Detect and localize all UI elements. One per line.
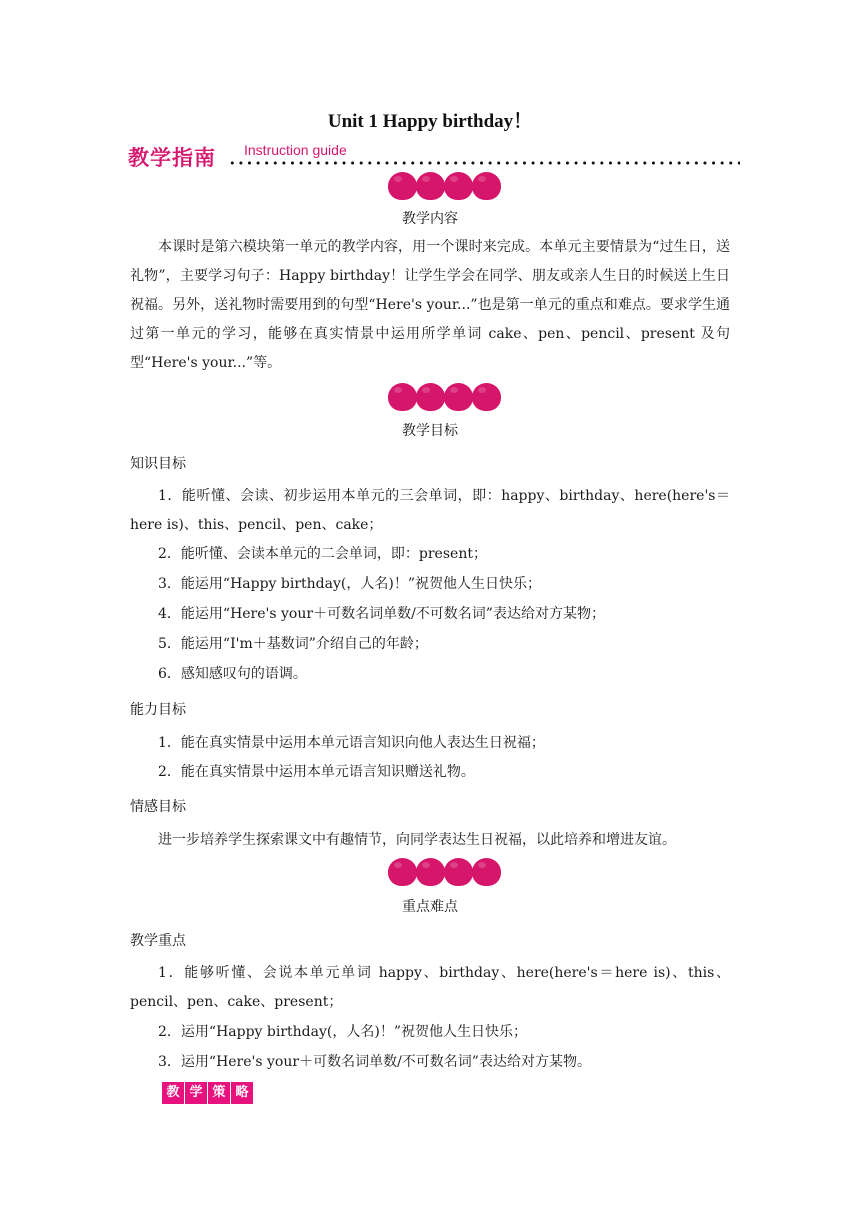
heart-icon bbox=[388, 383, 417, 411]
strategy-char: 学 bbox=[185, 1082, 207, 1104]
heart-icon bbox=[472, 383, 501, 411]
hearts-ornament bbox=[388, 172, 500, 200]
subhead-emotion: 情感目标 bbox=[130, 799, 186, 815]
heart-icon bbox=[388, 172, 417, 200]
list-item: 5．能运用“I'm＋基数词”介绍自己的年龄； bbox=[158, 636, 428, 652]
heart-icon bbox=[472, 172, 501, 200]
subhead-ability: 能力目标 bbox=[130, 702, 186, 718]
list-item: 3．运用“Here's your＋可数名词单数/不可数名词”表达给对方某物。 bbox=[158, 1054, 591, 1070]
list-item: 2．能听懂、会读本单元的二会单词，即：present； bbox=[158, 546, 487, 562]
instruction-guide-banner bbox=[128, 140, 740, 170]
subhead-focus: 教学重点 bbox=[130, 933, 186, 949]
list-item: 4．能运用“Here's your＋可数名词单数/不可数名词”表达给对方某物； bbox=[158, 606, 605, 622]
guide-title-en: Instruction guide bbox=[244, 142, 347, 158]
hearts-ornament bbox=[388, 858, 500, 886]
strategy-char: 略 bbox=[231, 1082, 253, 1104]
page-title: Unit 1 Happy birthday！ bbox=[327, 111, 533, 132]
section-label-objectives: 教学目标 bbox=[402, 423, 458, 439]
section-label-content: 教学内容 bbox=[402, 211, 458, 227]
emotion-paragraph: 进一步培养学生探索课文中有趣情节，向同学表达生日祝福，以此培养和增进友谊。 bbox=[158, 832, 676, 848]
dotted-divider bbox=[228, 161, 740, 165]
strategy-badge bbox=[162, 1082, 253, 1104]
subhead-knowledge: 知识目标 bbox=[130, 456, 186, 472]
list-item: 1．能在真实情景中运用本单元语言知识向他人表达生日祝福； bbox=[158, 735, 545, 751]
list-item: 2．运用“Happy birthday(，人名)！”祝贺他人生日快乐； bbox=[158, 1024, 527, 1040]
list-item: 6．感知感叹句的语调。 bbox=[158, 666, 307, 682]
heart-icon bbox=[416, 172, 445, 200]
list-item: 1．能听懂、会读、初步运用本单元的三会单词，即：happy、birthday、here(here's＝here is)、this、pencil、pen、cake； bbox=[130, 488, 730, 533]
content-paragraph: 本课时是第六模块第一单元的教学内容，用一个课时来完成。本单元主要情景为“过生日，送礼物”，主要学习句子：Happy birthday！让学生学会在同学、朋友或亲人生日的时候送上生日祝福。另外，送礼物时需要用到的句型“Here's your...”也是第一单元的重点和难点。要求学生通过第一单元的学习，能够在真实情景中运用所学单词 cake、pen、pencil、present 及句型“Here's your...”等。 bbox=[130, 239, 730, 371]
strategy-char: 教 bbox=[162, 1082, 184, 1104]
hearts-ornament bbox=[388, 383, 500, 411]
strategy-char: 策 bbox=[208, 1082, 230, 1104]
list-item: 2．能在真实情景中运用本单元语言知识赠送礼物。 bbox=[158, 764, 475, 780]
guide-title-cn: 教学指南 bbox=[128, 146, 216, 170]
heart-icon bbox=[444, 172, 473, 200]
heart-icon bbox=[472, 858, 501, 886]
list-item: 3．能运用“Happy birthday(，人名)！”祝贺他人生日快乐； bbox=[158, 576, 541, 592]
heart-icon bbox=[444, 858, 473, 886]
heart-icon bbox=[416, 858, 445, 886]
section-label-focus: 重点难点 bbox=[402, 899, 458, 915]
heart-icon bbox=[416, 383, 445, 411]
list-item: 1．能够听懂、会说本单元单词 happy、birthday、here(here's＝here is)、this、pencil、pen、cake、present； bbox=[130, 965, 730, 1010]
heart-icon bbox=[444, 383, 473, 411]
heart-icon bbox=[388, 858, 417, 886]
